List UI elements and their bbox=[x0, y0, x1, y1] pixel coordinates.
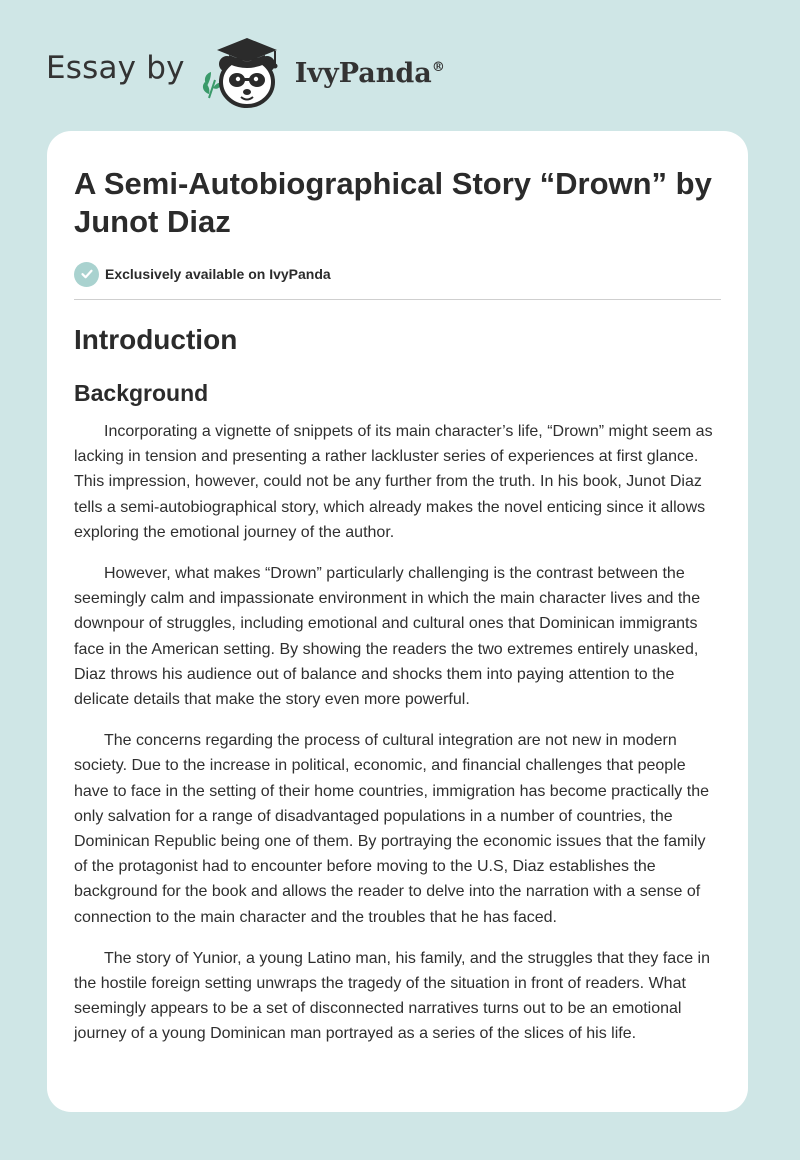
section-heading: Introduction bbox=[74, 324, 238, 355]
paragraph-3: The concerns regarding the process of cultural integration are not new in modern society. Due to the increase in political, economic, and financial challenges that people have to face in the setting of their home countries, immigration has become practically the only salvation for a range of disadvantaged populations in a number of countries, the Dominican Republic being one of them. By portraying the economic issues that the family of the protagonist had to encounter before moving to the U.S, Diaz establishes the background for the book and allows the reader to delve into the narration with a sense of connection to the main character and the troubles that he has faced. bbox=[74, 732, 709, 926]
brand-name[interactable] bbox=[295, 58, 445, 89]
exclusive-badge-label: Exclusively available on IvyPanda bbox=[105, 266, 331, 282]
paragraph-4: The story of Yunior, a young Latino man, his family, and the struggles that they face in the hostile foreign setting unwraps the tragedy of the situation in front of readers. What seemingly appears to be a set of disconnected narratives turns out to be an emotional journey of a young Dominican man portrayed as a series of the slices of his life. bbox=[74, 949, 710, 1043]
paragraph-2: However, what makes “Drown” particularly challenging is the contrast between the seemingly calm and impassionate environment in which the main character lives and the downpour of struggles, including emotional and cultural ones that Dominican immigrants face in the American setting. By showing the readers the two extremes entirely unasked, Diaz throws his audience out of balance and shocks them into paying attention to the delicate details that make the story even more powerful. bbox=[74, 565, 701, 709]
panda-logo-icon[interactable] bbox=[199, 34, 291, 110]
essay-by-label: Essay by bbox=[46, 50, 185, 86]
title-divider bbox=[74, 299, 721, 300]
exclusive-badge bbox=[74, 261, 721, 287]
checkmark-icon bbox=[74, 262, 99, 287]
brand-text: IvyPanda bbox=[294, 57, 432, 89]
article-title: A Semi-Autobiographical Story “Drown” by Junot Diaz bbox=[74, 166, 712, 239]
paragraph-1: Incorporating a vignette of snippets of its main character’s life, “Drown” might seem as lacking in tension and presenting a rather lackluster series of experiences at first glance. This impression, however, could not be any further from the truth. In his book, Junot Diaz tells a semi-autobiographical story, which already makes the novel enticing since it allows exploring the emotional journey of the author. bbox=[74, 423, 713, 541]
registered-mark: ® bbox=[431, 59, 445, 75]
site-header bbox=[46, 34, 445, 110]
article-card bbox=[47, 131, 748, 1112]
subsection-heading: Background bbox=[74, 380, 209, 406]
